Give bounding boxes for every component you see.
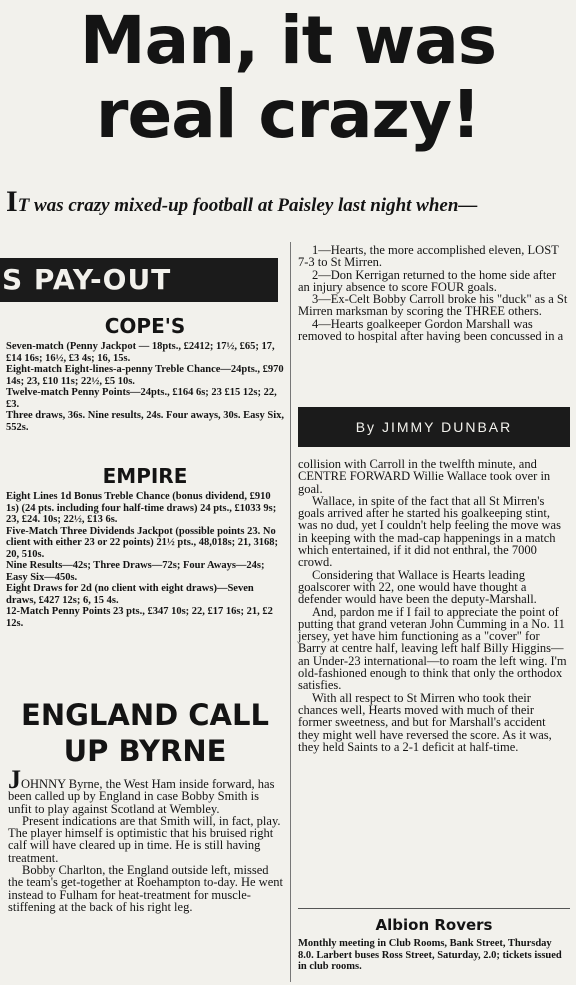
copes-line: Seven-match (Penny Jackpot — 18pts., £2412; 17½, £65; 17, £14 16s; 16½, £3 4s; 16, 15s. [6,341,275,364]
byline: By JIMMY DUNBAR [298,407,570,447]
albion-notice: Monthly meeting in Club Rooms, Bank Street, Thursday 8.0. Larbert buses Ross Street, Saturday, 2.0; tickets issued in club rooms. [298,938,562,972]
headline-line-1: Man, it was [79,2,497,79]
england-story [8,765,284,914]
report-para: collision with Carroll in the twelfth minute, and CENTRE FORWARD Willie Wallace took over in goal. [298,457,551,496]
empire-line: 12-Match Penny Points 23 pts., £347 10s; 22, £17 16s; 21, £2 12s. [6,606,273,629]
match-point: 3—Ex-Celt Bobby Carroll broke his "duck" as a St Mirren marksman by scoring the THREE others. [298,292,568,319]
match-point: 1—Hearts, the more accomplished eleven, LOST 7-3 to St Mirren. [298,243,559,270]
copes-heading: COPE'S [104,314,186,338]
lead-dropcap: I [6,185,18,218]
albion-heading: Albion Rovers [375,916,493,934]
copes-line: Twelve-match Penny Points—24pts., £164 6s; 23 £15 12s; 22, £3. [6,387,277,410]
report-para: Considering that Wallace is Hearts leading goalscorer with 22, one would have thought a defender would have been the deputy-Marshall. [298,567,537,607]
england-para-1-text: OHNNY Byrne, the West Ham inside forward, has been called up by England in case Bobby Smith is unfit to play against Scotland at Wembley. [8,777,275,816]
empire-line: Eight Draws for 2d (no client with eight draws)—Seven draws, £427 12s; 6, 15 4s. [6,583,254,606]
england-para: Present indications are that Smith will, in fact, play. The player himself is optimistic that his bruised right calf will have cleared up in time. He is still having treatment. [8,813,281,865]
england-headline-line-2: UP BYRNE [63,734,227,768]
match-point: 2—Don Kerrigan returned to the home side after an injury absence to score FOUR goals. [298,267,557,294]
england-headline-line-1: ENGLAND CALL [21,698,269,732]
report-para: Wallace, in spite of the fact that all St Mirren's goals arrived after he started his goalkeeping stint, was no dud, yet I couldn't help feeling the move was in keeping with the mad-cap happenings in a match which entertained, if it did not enthral, the 7000 crowd. [298,493,561,570]
match-points [298,244,570,342]
match-report [298,458,570,753]
albion-rule [298,908,570,909]
lead-paragraph [6,185,568,218]
copes-line: Three draws, 36s. Nine results, 24s. Four aways, 30s. Easy Six, 552s. [6,410,284,433]
england-para [8,765,284,816]
report-para: With all respect to St Mirren who took their chances well, Hearts moved with much of their former sweetness, and but for Marshall's accident they might well have reversed the score. As it was, they held Saints to a 2-1 deficit at half-time. [298,690,552,754]
empire-line: Nine Results—42s; Three Draws—72s; Four Aways—24s; Easy Six—450s. [6,560,265,583]
lead-text: T was crazy mixed-up football at Paisley last night when— [17,195,478,216]
copes-line: Eight-match Eight-lines-a-penny Treble Chance—24pts., £970 14s; 23, £10 11s; 22½, £5 10s. [6,364,284,387]
headline-line-2: real crazy! [95,76,481,153]
copes-dividends [6,341,284,433]
england-dropcap: J [8,765,21,794]
report-para: And, pardon me if I fail to appreciate the point of putting that grand veteran John Cumming in a No. 11 jersey, yet have him functioning as a "cover" for Barry at centre half, leaving left half Billy Higgins—an Under-23 international—to roam the left wing. I'm old-fashioned enough to think that only the orthodox satisfies. [298,604,567,693]
empire-dividends [6,491,284,629]
column-divider [290,242,291,982]
empire-line: Eight Lines 1d Bonus Treble Chance (bonus dividend, £910 1s) (24 pts. including four half-time draws) 24 pts., £1033 9s; 23, £24. 10s; 22½, £13 6s. [6,491,277,525]
england-para: Bobby Charlton, the England outside left, missed the team's get-together at Roehampton to-day. He went instead to Fulham for heat-treatment for muscle-stiffening at the back of his right leg. [8,863,283,914]
match-point: 4—Hearts goalkeeper Gordon Marshall was removed to hospital after having been concussed in a [298,316,564,344]
empire-line: Five-Match Three Dividends Jackpot (possible points 23. No client with either 23 or 22 points) 21½ pts., 48,018s; 21, 3168; 20, 510s. [6,525,279,560]
empire-heading: EMPIRE [102,464,188,488]
england-headline [0,697,290,769]
payout-banner: S PAY-OUT [0,258,278,302]
